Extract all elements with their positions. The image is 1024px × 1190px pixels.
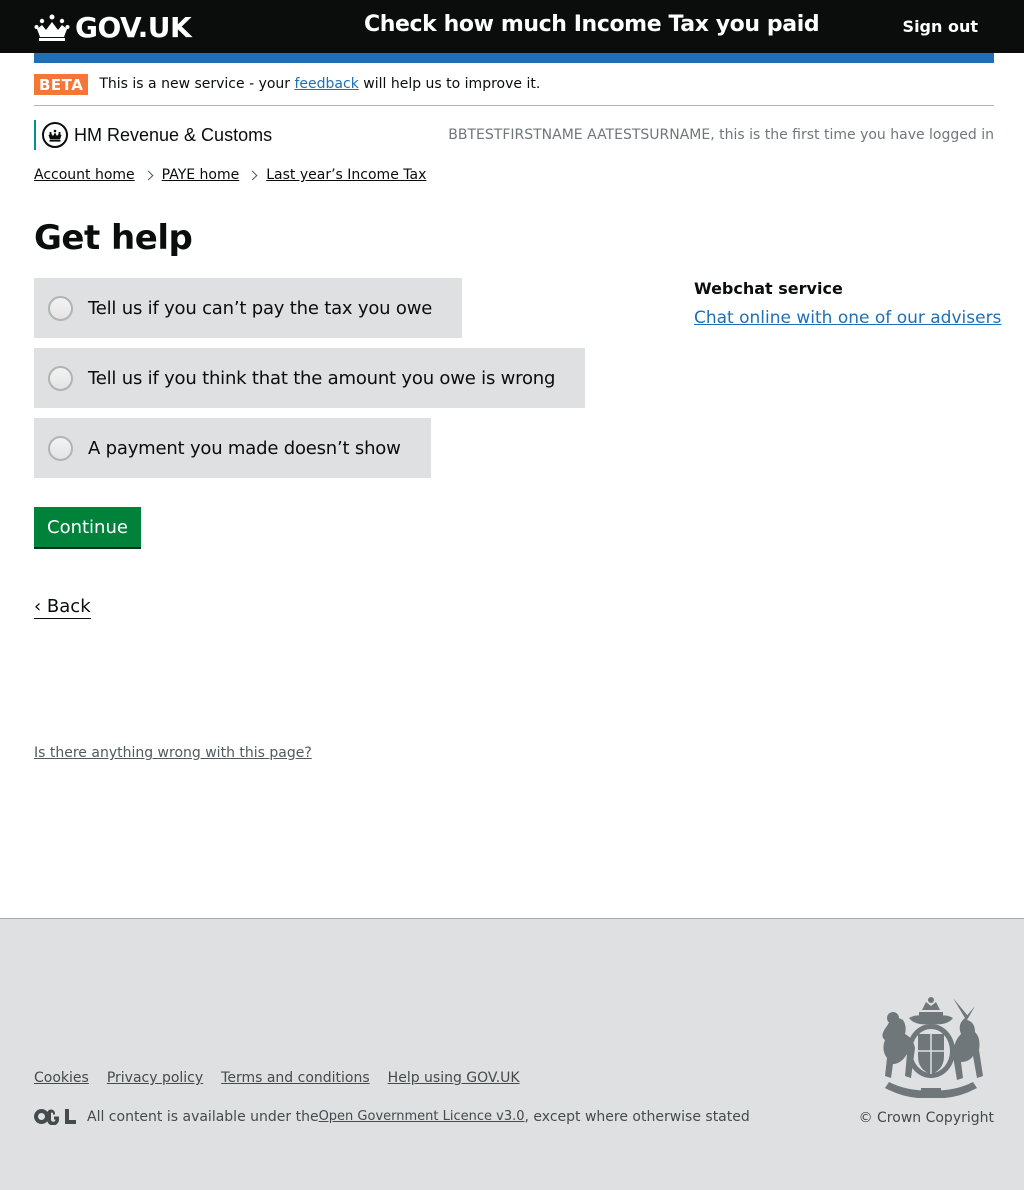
breadcrumb-last-years-income-tax[interactable]: Last year’s Income Tax bbox=[266, 167, 427, 183]
govuk-logo-text: GOV.UK bbox=[75, 10, 192, 44]
radio-button[interactable] bbox=[48, 436, 73, 461]
footer-link-privacy[interactable]: Privacy policy bbox=[106, 1070, 204, 1086]
chevron-right-icon bbox=[248, 170, 258, 180]
site-footer bbox=[0, 918, 1024, 1190]
page-title: Get help bbox=[34, 218, 193, 258]
back-link[interactable] bbox=[34, 596, 91, 619]
licence-text-after: , except where otherwise stated bbox=[524, 1108, 750, 1125]
crown-copyright: © Crown Copyright bbox=[858, 1110, 994, 1126]
service-name[interactable]: Check how much Income Tax you paid bbox=[364, 12, 820, 37]
footer-link-cookies[interactable]: Cookies bbox=[34, 1070, 89, 1086]
header-accent-bar bbox=[34, 53, 994, 63]
organisation-brand bbox=[34, 120, 272, 150]
chevron-right-icon bbox=[143, 170, 153, 180]
licence-text-before: All content is available under the bbox=[87, 1108, 319, 1125]
open-government-licence-link[interactable]: Open Government Licence v3.0 bbox=[318, 1109, 525, 1124]
radio-label: Tell us if you think that the amount you owe is wrong bbox=[88, 367, 556, 389]
beta-text-after: will help us to improve it. bbox=[358, 76, 541, 92]
radio-button[interactable] bbox=[48, 296, 73, 321]
radio-amount-wrong[interactable] bbox=[34, 348, 585, 408]
site-header bbox=[0, 0, 1024, 53]
beta-text bbox=[99, 76, 540, 92]
radio-label: Tell us if you can’t pay the tax you owe bbox=[88, 297, 433, 319]
breadcrumb-paye-home[interactable]: PAYE home bbox=[161, 167, 240, 183]
crown-icon bbox=[34, 13, 70, 41]
footer-licence bbox=[34, 1108, 750, 1125]
radio-payment-missing[interactable] bbox=[34, 418, 431, 478]
beta-text-before: This is a new service - your bbox=[99, 76, 295, 92]
webchat-link[interactable]: Chat online with one of our advisers bbox=[694, 308, 1002, 328]
radio-label: A payment you made doesn’t show bbox=[88, 437, 401, 459]
ogl-logo-icon bbox=[34, 1108, 76, 1125]
beta-tag: BETA bbox=[34, 74, 88, 95]
continue-button[interactable]: Continue bbox=[34, 507, 141, 547]
organisation-name: HM Revenue & Customs bbox=[74, 124, 273, 145]
footer-link-terms[interactable]: Terms and conditions bbox=[221, 1070, 370, 1086]
feedback-link[interactable]: feedback bbox=[294, 76, 359, 92]
back-label: Back bbox=[46, 596, 91, 617]
radio-button[interactable] bbox=[48, 366, 73, 391]
govuk-logo-link[interactable] bbox=[34, 10, 191, 44]
webchat-heading: Webchat service bbox=[694, 279, 843, 298]
report-problem-link[interactable]: Is there anything wrong with this page? bbox=[34, 745, 312, 761]
hmrc-crest-icon bbox=[42, 122, 68, 148]
chevron-left-icon: ‹ bbox=[34, 596, 47, 617]
footer-links bbox=[34, 1070, 538, 1086]
sign-out-link[interactable]: Sign out bbox=[902, 17, 978, 36]
footer-link-help[interactable]: Help using GOV.UK bbox=[387, 1070, 520, 1086]
breadcrumb-account-home[interactable]: Account home bbox=[34, 167, 135, 183]
royal-coat-of-arms bbox=[869, 996, 994, 1098]
login-info: BBTESTFIRSTNAME AATESTSURNAME, this is the first time you have logged in bbox=[448, 127, 994, 143]
radio-cant-pay[interactable] bbox=[34, 278, 462, 338]
beta-banner bbox=[34, 63, 994, 106]
breadcrumb bbox=[34, 167, 426, 183]
